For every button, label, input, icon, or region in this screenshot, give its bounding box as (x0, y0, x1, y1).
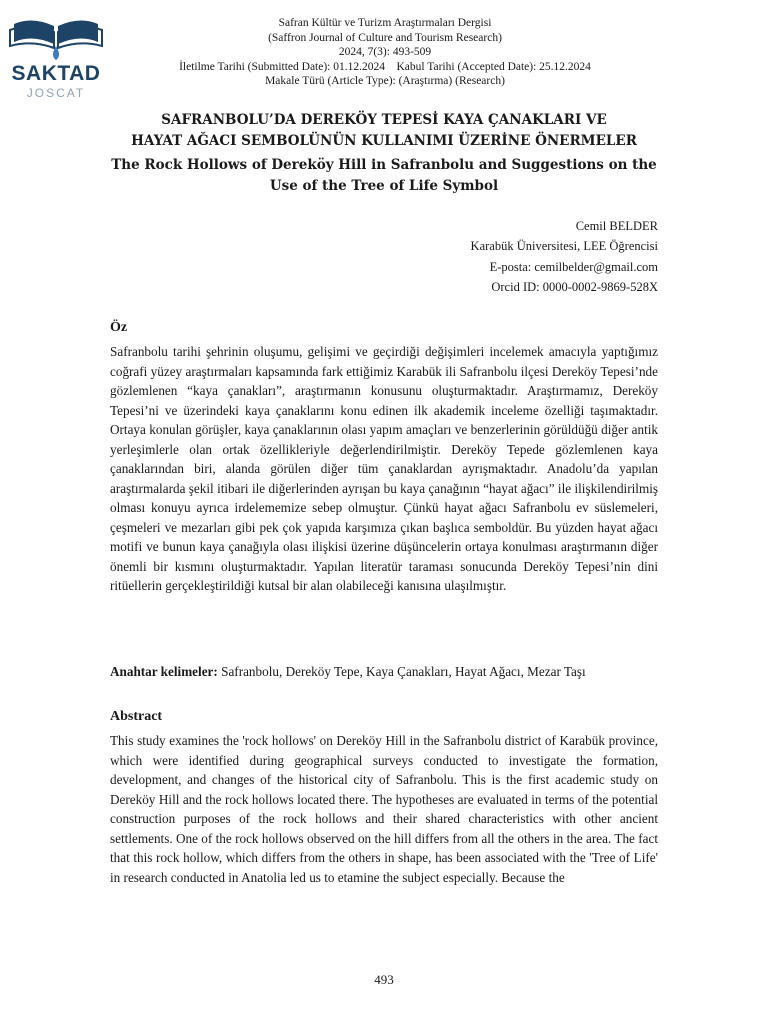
oz-heading: Öz (110, 320, 128, 335)
journal-logo (6, 10, 106, 100)
open-book-icon (6, 10, 106, 66)
keywords-value: Safranbolu, Dereköy Tepe, Kaya Çanakları, Hayat Ağacı, Mezar Taşı (217, 664, 586, 679)
journal-name-en: (Saffron Journal of Culture and Tourism Research) (268, 31, 502, 44)
abstract-heading: Abstract (110, 709, 163, 724)
article-titles (100, 110, 668, 197)
abstract-text: This study examines the 'rock hollows' on Dereköy Hill in the Safranbolu district of Karabük province, which were identified during geographical surveys conducted to investigate the formation, development, and changes of the historical city of Safranbolu. This is the first academic study on Dereköy Hill and the rock hollows located there. The hypotheses are evaluated in terms of the potential construction purposes of the rock hollows and their shared characteristics with other ancient settlements. One of the rock hollows observed on the hill differs from all the others in the area. The fact that this rock hollow, which differs from the others in shape, has been associated with the 'Tree of Life' in research conducted in Anatolia led us to etamine the subject especially. Because the (110, 733, 658, 885)
keywords (110, 664, 586, 680)
title-english (100, 155, 668, 197)
title-en-line-1: The Rock Hollows of Dereköy Hill in Safranbolu and Suggestions on the (111, 157, 657, 173)
submission-dates: İletilme Tarihi (Submitted Date): 01.12.2024 Kabul Tarihi (Accepted Date): 25.12.2024 (179, 60, 591, 73)
oz-text: Safranbolu tarihi şehrinin oluşumu, gelişimi ve geçirdiği değişimleri incelemek amacıyla yaptığımız coğrafi yüzey araştırmaları kapsamında fark ettiğimiz Karabük ili Safranbolu ilçesi Dereköy Tepesi’nde gözlemlenen “kaya çanakları”, araştırmanın konusunu oluşturmaktadır. Araştırmamız, Dereköy Tepesi’ni ve üzerindeki kaya çanaklarını konu edinen ilk akademik inceleme özelliği taşımaktadır. Ortaya konulan görüşler, kaya çanaklarının olası yapım amaçları ve benzerlerinin görüldüğü diğer antik yerleşimlerle olan ortak özellikleriyle değerlendirilmiştir. Dereköy Tepede gözlemlenen kaya çanaklarından biri, alanda görülen diğer tüm çanaklardan ayrışmaktadır. Anadolu’da yapılan araştırmalarda şekil itibari ile diğerlerinden ayrışan bu kaya çanağının “hayat ağacı” ile ilişkilendirilmiş olması konuyu ayrıca irdelememize sebep olmuştur. Çünkü hayat ağacı Safranbolu ev süslemeleri, çeşmeleri ve mezarları gibi pek çok yapıda karşımıza çıkan başlıca semboldür. Bu yüzden hayat ağacı motifi ve bunun kaya çanağıyla olası ilişkisi üzerine düşüncelerin ortaya konulması araştırmanın diğer önemli bir kısmını oluşturmaktadır. Yapılan literatür taraması sonucunda Dereköy Tepesi’nin dini ritüellerin gerçekleştirildiği kutsal bir alan olabileceği kanısına ulaşılmıştır. (110, 344, 658, 593)
author-name: Cemil BELDER (575, 219, 658, 233)
logo-name: SAKTAD (11, 62, 101, 85)
author-orcid: Orcid ID: 0000-0002-9869-528X (491, 279, 658, 294)
logo-subtitle: JOSCAT (26, 86, 86, 100)
title-en-line-2: Use of the Tree of Life Symbol (269, 178, 499, 194)
page-number: 493 (374, 972, 394, 987)
title-turkish (100, 110, 668, 152)
keywords-label: Anahtar kelimeler: (110, 664, 218, 679)
journal-volume: 2024, 7(3): 493-509 (338, 46, 432, 58)
article-type: Makale Türü (Article Type): (Araştırma) (Research) (265, 75, 505, 87)
title-tr-line-1: SAFRANBOLU’DA DEREKÖY TEPESİ KAYA ÇANAKLARI VE (161, 112, 607, 128)
title-tr-line-2: HAYAT AĞACI SEMBOLÜNÜN KULLANIMI ÜZERİNE ÖNERMELER (131, 133, 637, 149)
author-affiliation: Karabük Üniversitesi, LEE Öğrencisi (470, 239, 658, 254)
journal-header (130, 16, 640, 89)
author-email: E-posta: cemilbelder@gmail.com (489, 259, 658, 274)
journal-name-tr: Safran Kültür ve Turizm Araştırmaları Dergisi (278, 17, 492, 29)
author-block (471, 216, 658, 297)
